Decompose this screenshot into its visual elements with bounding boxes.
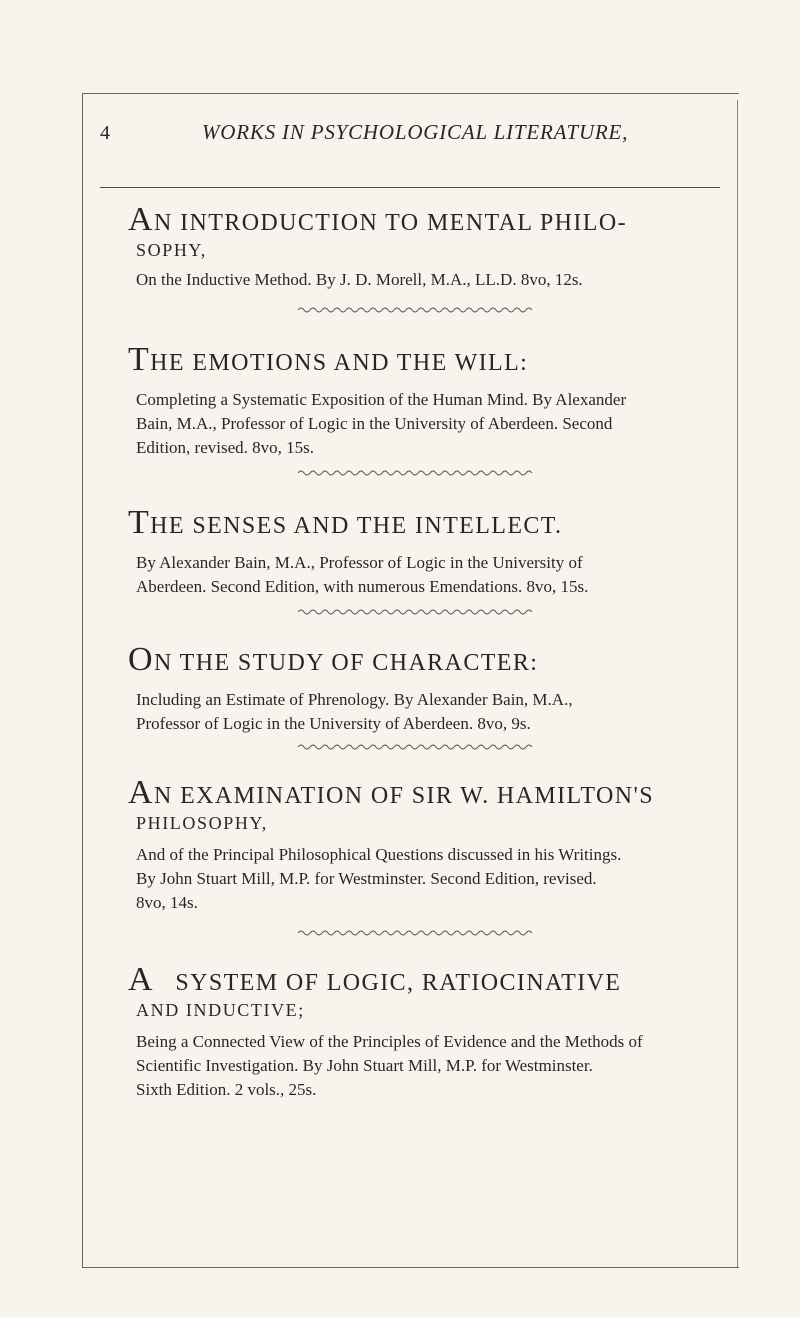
description-line: Edition, revised. 8vo, 15s. <box>136 438 315 457</box>
description-line: On the Inductive Method. By J. D. Morell, M.A., LL.D. 8vo, 12s. <box>136 270 583 289</box>
description-line: 8vo, 14s. <box>136 893 198 912</box>
page-border-bottom <box>82 1267 739 1268</box>
title-initial: O <box>128 641 154 678</box>
running-title: WORKS IN PSYCHOLOGICAL LITERATURE, <box>202 120 629 144</box>
description-line: Including an Estimate of Phrenology. By Alexander Bain, M.A., <box>136 690 573 709</box>
entry-title <box>128 341 714 378</box>
page-border-top <box>82 93 739 94</box>
entry-description <box>136 551 714 599</box>
ornamental-divider <box>298 305 533 315</box>
title-text: N EXAMINATION OF SIR W. HAMILTON'S <box>153 783 654 809</box>
ornamental-divider <box>298 742 533 752</box>
entry-title-continuation: PHILOSOPHY, <box>136 813 268 833</box>
entry-title <box>128 504 714 541</box>
entry-description <box>136 843 714 915</box>
entry-description <box>136 388 714 460</box>
title-initial: A <box>128 961 154 998</box>
book-entry <box>128 341 714 460</box>
ornamental-divider <box>298 468 533 478</box>
entry-description <box>136 1030 714 1102</box>
title-text: N THE STUDY OF CHARACTER: <box>153 650 539 676</box>
book-entry <box>128 774 714 915</box>
title-text: HE SENSES AND THE INTELLECT. <box>150 513 563 539</box>
entry-description <box>136 268 714 292</box>
title-initial: A <box>128 201 154 238</box>
entry-title <box>128 774 714 811</box>
description-line: Professor of Logic in the University of Aberdeen. 8vo, 9s. <box>136 714 531 733</box>
ornamental-divider <box>298 928 533 938</box>
title-initial: T <box>128 504 151 541</box>
book-entry <box>128 504 714 599</box>
entry-title <box>128 641 714 678</box>
page-header <box>100 118 720 148</box>
description-line: By John Stuart Mill, M.P. for Westminster. Second Edition, revised. <box>136 869 597 888</box>
entry-title <box>128 961 714 998</box>
title-text: SYSTEM OF LOGIC, RATIOCINATIVE <box>167 970 622 996</box>
description-line: Aberdeen. Second Edition, with numerous Emendations. 8vo, 15s. <box>136 577 589 596</box>
description-line: Bain, M.A., Professor of Logic in the University of Aberdeen. Second <box>136 414 613 433</box>
description-line: Sixth Edition. 2 vols., 25s. <box>136 1080 317 1099</box>
book-entry <box>128 641 714 736</box>
description-line: Completing a Systematic Exposition of the Human Mind. By Alexander <box>136 390 627 409</box>
entry-title <box>128 201 714 238</box>
title-text: N INTRODUCTION TO MENTAL PHILO- <box>153 210 627 236</box>
description-line: Scientific Investigation. By John Stuart Mill, M.P. for Westminster. <box>136 1056 593 1075</box>
page-border-left <box>82 93 83 1268</box>
ornamental-divider <box>298 607 533 617</box>
description-line: By Alexander Bain, M.A., Professor of Logic in the University of <box>136 553 583 572</box>
page-border-right <box>737 100 738 1268</box>
entry-title-continuation: AND INDUCTIVE; <box>136 1000 305 1020</box>
description-line: And of the Principal Philosophical Questions discussed in his Writings. <box>136 845 622 864</box>
description-line: Being a Connected View of the Principles of Evidence and the Methods of <box>136 1032 643 1051</box>
book-entry <box>128 961 714 1102</box>
entry-title-continuation: SOPHY, <box>136 240 207 260</box>
page-number: 4 <box>100 122 110 144</box>
title-text: HE EMOTIONS AND THE WILL: <box>150 350 529 376</box>
book-entry <box>128 201 714 292</box>
title-initial: A <box>128 774 154 811</box>
title-initial: T <box>128 341 151 378</box>
header-rule <box>100 187 720 188</box>
entry-description <box>136 688 714 736</box>
